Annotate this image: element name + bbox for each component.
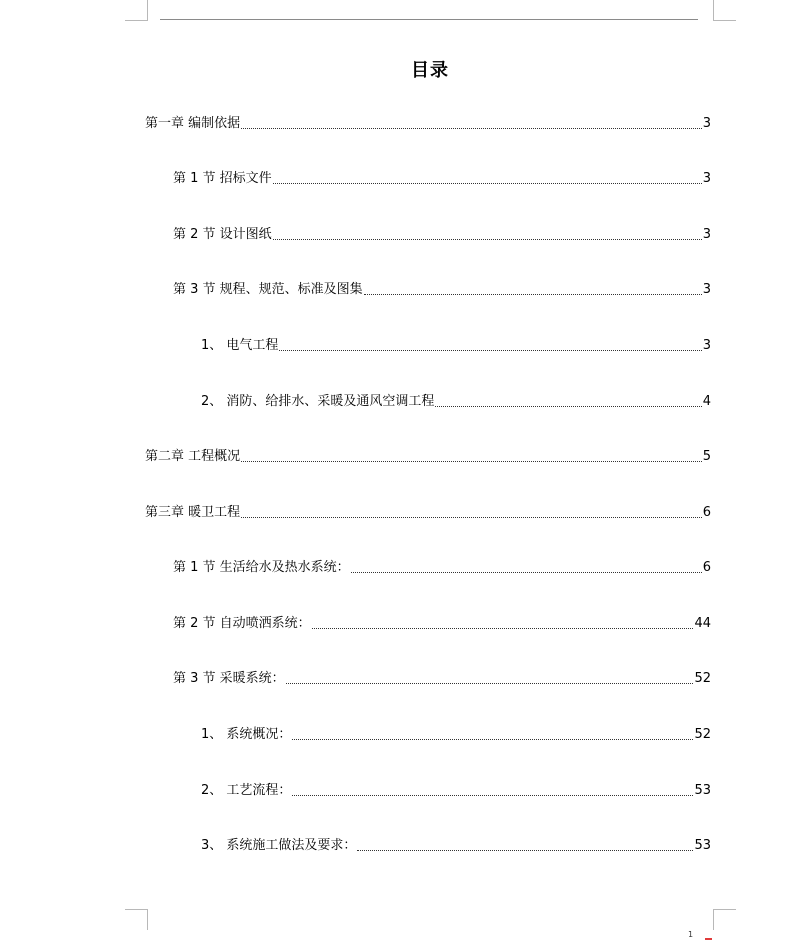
toc-dot-leader bbox=[351, 572, 702, 573]
toc-dot-leader bbox=[435, 406, 701, 407]
toc-dot-leader bbox=[312, 628, 694, 629]
toc-dot-leader bbox=[286, 683, 694, 684]
page-corner-mark-bottom-right bbox=[713, 909, 736, 930]
toc-entry-page: 53 bbox=[694, 838, 711, 853]
toc-dot-leader bbox=[364, 294, 702, 295]
toc-entry-label: 1、 电气工程 bbox=[201, 338, 279, 353]
page-footer-mark bbox=[705, 938, 712, 940]
toc-dot-leader bbox=[357, 850, 693, 851]
toc-entry-label: 第三章 暖卫工程 bbox=[145, 505, 241, 520]
toc-entry-label: 2、 工艺流程： bbox=[201, 783, 292, 798]
toc-entry-label: 第一章 编制依据 bbox=[145, 116, 241, 131]
toc-entry-label: 3、 系统施工做法及要求： bbox=[201, 838, 357, 853]
toc-entry[interactable] bbox=[173, 226, 711, 244]
toc-entry-page: 3 bbox=[702, 116, 711, 131]
toc-dot-leader bbox=[241, 517, 702, 518]
toc-entry-label: 第 3 节 规程、规范、标准及图集 bbox=[173, 282, 363, 297]
toc-entry-page: 3 bbox=[702, 282, 711, 297]
toc-entry[interactable] bbox=[173, 170, 711, 188]
toc-entry-page: 52 bbox=[694, 727, 711, 742]
toc-entry[interactable] bbox=[145, 115, 711, 133]
toc-entry-label: 2、 消防、给排水、采暖及通风空调工程 bbox=[201, 394, 435, 409]
toc-entry[interactable] bbox=[173, 615, 711, 633]
toc-entry[interactable] bbox=[145, 448, 711, 466]
toc-entry-label: 第 2 节 设计图纸 bbox=[173, 227, 272, 242]
toc-dot-leader bbox=[273, 239, 702, 240]
toc-entry-label: 1、 系统概况： bbox=[201, 727, 292, 742]
toc-entry-label: 第 1 节 生活给水及热水系统： bbox=[173, 560, 350, 575]
page-number: 1 bbox=[688, 930, 694, 939]
toc-entry-page: 3 bbox=[702, 171, 711, 186]
toc-entry-label: 第 2 节 自动喷洒系统： bbox=[173, 616, 311, 631]
toc-dot-leader bbox=[241, 128, 702, 129]
toc-entry-label: 第二章 工程概况 bbox=[145, 449, 241, 464]
toc-entry-page: 3 bbox=[702, 227, 711, 242]
toc-entry[interactable] bbox=[145, 504, 711, 522]
toc-dot-leader bbox=[292, 795, 693, 796]
toc-dot-leader bbox=[279, 350, 701, 351]
toc-entry[interactable] bbox=[173, 670, 711, 688]
toc-entry[interactable] bbox=[201, 782, 711, 800]
page-corner-mark-top-left bbox=[125, 0, 148, 21]
toc-entry-page: 4 bbox=[702, 394, 711, 409]
toc-title: 目录 bbox=[411, 60, 449, 81]
page-corner-mark-top-right bbox=[713, 0, 736, 21]
toc-entry-page: 6 bbox=[702, 560, 711, 575]
toc-entry-label: 第 1 节 招标文件 bbox=[173, 171, 272, 186]
toc-entry-label: 第 3 节 采暖系统： bbox=[173, 671, 285, 686]
toc-entry-page: 52 bbox=[694, 671, 711, 686]
toc-entry[interactable] bbox=[201, 837, 711, 855]
toc-entry-page: 53 bbox=[694, 783, 711, 798]
toc-entry-page: 3 bbox=[702, 338, 711, 353]
toc-entry[interactable] bbox=[173, 281, 711, 299]
toc-dot-leader bbox=[292, 739, 693, 740]
toc-dot-leader bbox=[273, 183, 702, 184]
toc-entry-page: 6 bbox=[702, 505, 711, 520]
toc-entry[interactable] bbox=[201, 337, 711, 355]
toc-entry-page: 5 bbox=[702, 449, 711, 464]
toc-entry[interactable] bbox=[201, 726, 711, 744]
header-rule bbox=[160, 19, 698, 20]
toc-entry[interactable] bbox=[173, 559, 711, 577]
toc-dot-leader bbox=[241, 461, 702, 462]
toc-entry[interactable] bbox=[201, 393, 711, 411]
toc-entry-page: 44 bbox=[694, 616, 711, 631]
page-corner-mark-bottom-left bbox=[125, 909, 148, 930]
